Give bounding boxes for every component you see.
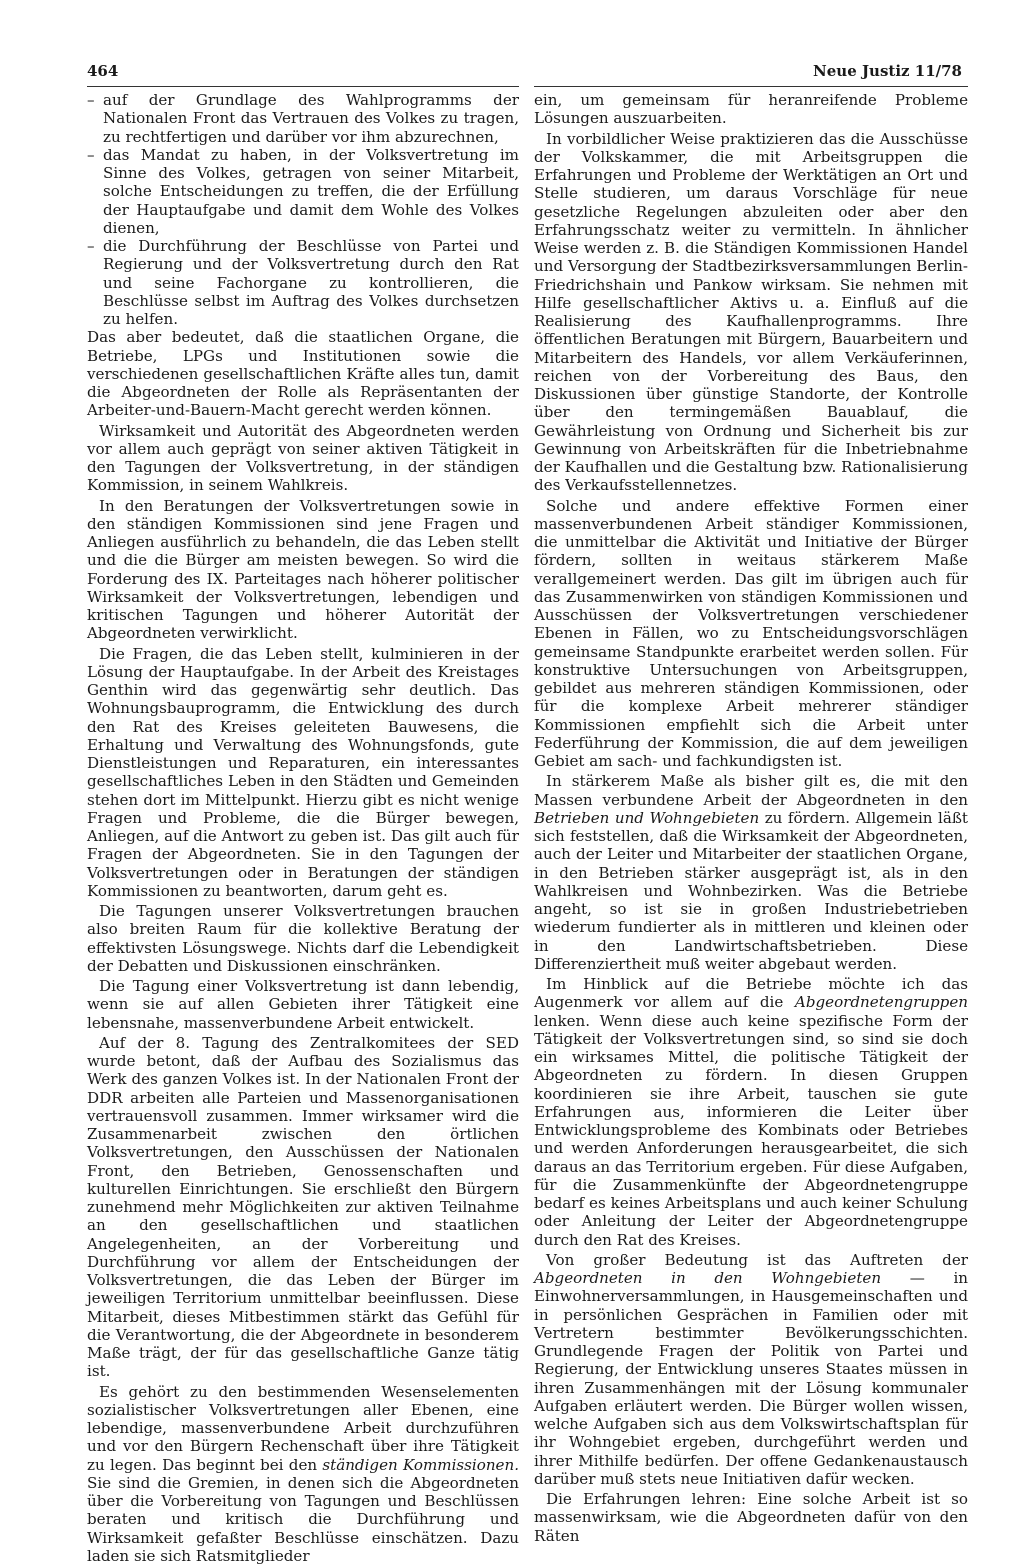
paragraph bbox=[87, 1383, 519, 1566]
paragraph: Auf der 8. Tagung des Zentralkomitees der SED wurde betont, daß der Aufbau des Sozialismus das Werk des ganzen Volkes ist. In der Nationalen Front der DDR arbeiten alle Parteien und Massenorganisationen vertrauensvoll zusammen. Immer wirksamer wird die Zusammenarbeit zwischen den örtlichen Volksvertretungen, den Ausschüssen der Nationalen Front, den Betrieben, Genossenschaften und kulturellen Einrichtungen. Sie erschließt den Bürgern zunehmend mehr Möglichkeiten zur aktiven Teilnahme an den gesellschaftlichen und staatlichen Angelegenheiten, an der Vorbereitung und Durchführung vor allem der Entscheidungen der Volksvertretungen, die das Leben der Bürger im jeweiligen Territorium unmittelbar beeinflussen. Diese Mitarbeit, dieses Mitbestimmen stärkt das Gefühl für die Verantwortung, die der Abgeordnete in besonderem Maße trägt, der für das gesellschaftliche Ganze tätig ist. bbox=[87, 1033, 519, 1381]
right-column bbox=[534, 91, 968, 1547]
paragraph: In vorbildlicher Weise praktizieren das die Ausschüsse der Volkskammer, die mit Arbeitsgruppen die Erfahrungen und Probleme der Werktätigen an Ort und Stelle studieren, um daraus Vorschläge für neue gesetzliche Regelungen abzuleiten oder aber den Erfahrungsschatz weiter zu vermitteln. In ähnlicher Weise werden z. B. die Ständigen Kommissionen Handel und Versorgung der Stadtbezirksversammlungen Berlin-Friedrichshain und Pankow wirksam. Sie nehmen mit Hilfe gesellschaftlicher Aktivs u. a. Einfluß auf die Realisierung des Kaufhallenprogramms. Ihre öffentlichen Beratungen mit Bürgern, Bauarbeitern und Mitarbeitern des Handels, vor allem Verkäuferinnen, reichen von der Vorbereitung des Baus, den Diskussionen über günstige Standorte, der Kontrolle über den termingemäßen Bauablauf, die Gewährleistung von Ordnung und Sicherheit bis zur Gewinnung von Arbeitskräften für die Inbetriebnahme der Kaufhallen und die Gestaltung bzw. Rationalisierung des Verkaufsstellennetzes. bbox=[534, 129, 968, 495]
paragraph: ein, um gemeinsam für heranreifende Probleme Lösungen auszuarbeiten. bbox=[534, 91, 968, 128]
emphasis-text: Abgeordnetengruppen bbox=[794, 993, 968, 1012]
paragraph bbox=[534, 975, 968, 1249]
header-rule-left bbox=[87, 86, 519, 87]
page-number: 464 bbox=[87, 62, 119, 80]
paragraph: Die Tagungen unserer Volksvertretungen brauchen also breiten Raum für die kollektive Beratung der effektivsten Lösungswege. Nichts darf die Lebendigkeit der Debatten und Diskussionen einschränken. bbox=[87, 902, 519, 975]
header-rule-right bbox=[534, 86, 968, 87]
paragraph-text: — in Einwohnerversammlungen, in Hausgemeinschaften und in persönlichen Gesprächen in Familien oder mit Vertretern bestimmter Bevölkerungsschichten. Grundlegende Fragen der Politik von Partei und Regierung, der Entwicklung unseres Staates müssen in ihren Zusammenhängen mit der Lösung kommunaler Aufgaben erläutert werden. Die Bürger wollen wissen, welche Aufgaben sich aus dem Volkswirtschaftsplan für ihr Wohngebiet ergeben, durchgeführt werden und ihrer Mithilfe bedürfen. Der offene Gedankenaustausch darüber muß stets neue Initiativen dafür wecken. bbox=[534, 1269, 968, 1488]
bullet-item: – auf der Grundlage des Wahlprogramms der Nationalen Front das Vertrauen des Volkes zu tragen, zu rechtfertigen und darüber vor ihm abzurechnen, bbox=[87, 91, 519, 146]
paragraph-text: In stärkerem Maße als bisher gilt es, die mit den Massen verbundene Arbeit der Abgeordneten in den bbox=[534, 772, 968, 809]
paragraph: Wirksamkeit und Autorität des Abgeordneten werden vor allem auch geprägt von seiner aktiven Tätigkeit in den Tagungen der Volksvertretung, in der ständigen Kommission, in seinem Wahlkreis. bbox=[87, 421, 519, 495]
emphasis-text: Betrieben und Wohngebieten bbox=[534, 808, 760, 827]
bullet-item: – das Mandat zu haben, in der Volksvertretung im Sinne des Volkes, getragen von seiner Mitarbeit, solche Entscheidungen zu treffen, die der Erfüllung der Hauptaufgabe und damit dem Wohle des Volkes dienen, bbox=[87, 146, 519, 237]
emphasis-text: ständigen Kommissionen. bbox=[322, 1455, 519, 1474]
paragraph-text: Im Hinblick auf die Betriebe möchte ich das Augenmerk vor allem auf die bbox=[534, 975, 968, 1012]
paragraph: Die Erfahrungen lehren: Eine solche Arbeit ist so massenwirksam, wie die Abgeordneten dafür von den Räten bbox=[534, 1490, 968, 1545]
paragraph-text: lenken. Wenn diese auch keine spezifische Form der Tätigkeit der Volksvertretungen sind, so sind sie doch ein wirksames Mittel, die politische Tätigkeit der Abgeordneten zu fördern. In diesen Gruppen koordinieren sie ihre Arbeit, tauschen sie gute Erfahrungen aus, informieren die Leiter über Entwicklungsprobleme des Kombinats oder Betriebes und werden Anforderungen herausgearbeitet, die sich daraus an das Territorium ergeben. Für diese Aufgaben, für die Zusammenkünfte der Abgeordnetengruppe bedarf es keines Arbeitsplans und auch keiner Schulung oder Anleitung der Leiter der Abgeordnetengruppe durch den Rat des Kreises. bbox=[534, 1011, 968, 1249]
bullet-item: – die Durchführung der Beschlüsse von Partei und Regierung und der Volksvertretung durch den Rat und seine Fachorgane zu kontrollieren, die Beschlüsse selbst im Auftrag des Volkes durchsetzen zu helfen. bbox=[87, 237, 519, 328]
paragraph-text: Es gehört zu den bestimmenden Wesenselementen sozialistischer Volksvertretungen aller Ebenen, eine lebendige, massenverbundene Arbeit durchzuführen und vor den Bürgern Rechenschaft über ihre Tätigkeit zu legen. Das beginnt bei den bbox=[87, 1382, 519, 1474]
paragraph: Die Tagung einer Volksvertretung ist dann lebendig, wenn sie auf allen Gebieten ihrer Tätigkeit eine lebensnahe, massenverbundene Arbeit entwickelt. bbox=[87, 977, 519, 1032]
emphasis-text: Abgeordneten in den Wohngebieten bbox=[534, 1269, 882, 1287]
paragraph-text: Von großer Bedeutung ist das Auftreten der bbox=[546, 1250, 968, 1269]
paragraph bbox=[534, 1251, 968, 1488]
paragraph: Die Fragen, die das Leben stellt, kulminieren in der Lösung der Hauptaufgabe. In der Arbeit des Kreistages Genthin wird das gegenwärtig sehr deutlich. Das Wohnungsbauprogramm, die Entwicklung des durch den Rat des Kreises geleiteten Bauwesens, die Erhaltung und Verwaltung des Wohnungsfonds, gute Dienstleistungen und Reparaturen, ein interessantes gesellschaftliches Leben in den Städten und Gemeinden stehen dort im Mittelpunkt. Hierzu gibt es nicht wenige Fragen und Probleme, die die Bürger bewegen, Anliegen, auf die Antwort zu geben ist. Das gilt auch für Fragen der Abgeordneten. Sie in den Tagungen der Volksvertretungen oder in Beratungen der ständigen Kommissionen zu beantworten, darum geht es. bbox=[87, 644, 519, 900]
paragraph: In den Beratungen der Volksvertretungen sowie in den ständigen Kommissionen sind jene Fragen und Anliegen ausführlich zu behandeln, die das Leben stellt und die die Bürger am meisten bewegen. So wird die Forderung des IX. Parteitages nach höherer politischer Wirksamkeit der Volksvertretungen, lebendigen und kritischen Tagungen und höherer Autorität der Abgeordneten verwirklicht. bbox=[87, 496, 519, 643]
paragraph-text: Sie sind die Gremien, in denen sich die Abgeordneten über die Vorbereitung von Tagungen und Beschlüssen beraten und kritisch die Durchführung und Wirksamkeit gefaßter Beschlüsse einschätzen. Dazu laden sie sich Ratsmitglieder bbox=[87, 1473, 519, 1565]
journal-title: Neue Justiz 11/78 bbox=[813, 62, 962, 80]
left-column bbox=[87, 91, 519, 1567]
paragraph: Das aber bedeutet, daß die staatlichen Organe, die Betriebe, LPGs und Institutionen sowie die verschiedenen gesellschaftlichen Kräfte alles tun, damit die Abgeordneten der Rolle als Repräsentanten der Arbeiter-und-Bauern-Macht gerecht werden können. bbox=[87, 328, 519, 420]
paragraph: Solche und andere effektive Formen einer massenverbundenen Arbeit ständiger Kommissionen, die unmittelbar die Aktivität und Initiative der Bürger fördern, sollten in weitaus stärkerem Maße verallgemeinert werden. Das gilt im übrigen auch für das Zusammenwirken von ständigen Kommissionen und Ausschüssen der Volksvertretungen verschiedener Ebenen in Fällen, wo zu Entscheidungsvorschlägen gemeinsame Standpunkte erarbeitet werden sollen. Für konstruktive Untersuchungen von Arbeitsgruppen, gebildet aus mehreren ständigen Kommissionen, oder für die komplexe Arbeit mehrerer ständiger Kommissionen empfiehlt sich die Arbeit unter Federführung der Kommission, die auf dem jeweiligen Gebiet am sach- und fachkundigsten ist. bbox=[534, 496, 968, 770]
paragraph bbox=[534, 772, 968, 973]
paragraph-text: zu fördern. Allgemein läßt sich feststellen, daß die Wirksamkeit der Abgeordneten, auch der Leiter und Mitarbeiter der staatlichen Organe, in den Betrieben stärker ausgeprägt ist, als in den Wahlkreisen und Wohnbezirken. Was die Betriebe angeht, so ist sie in großen Industriebetrieben wiederum fundierter als in mittleren und kleinen oder in den Landwirtschaftsbetrieben. Diese Differenziertheit muß weiter abgebaut werden. bbox=[534, 808, 968, 973]
